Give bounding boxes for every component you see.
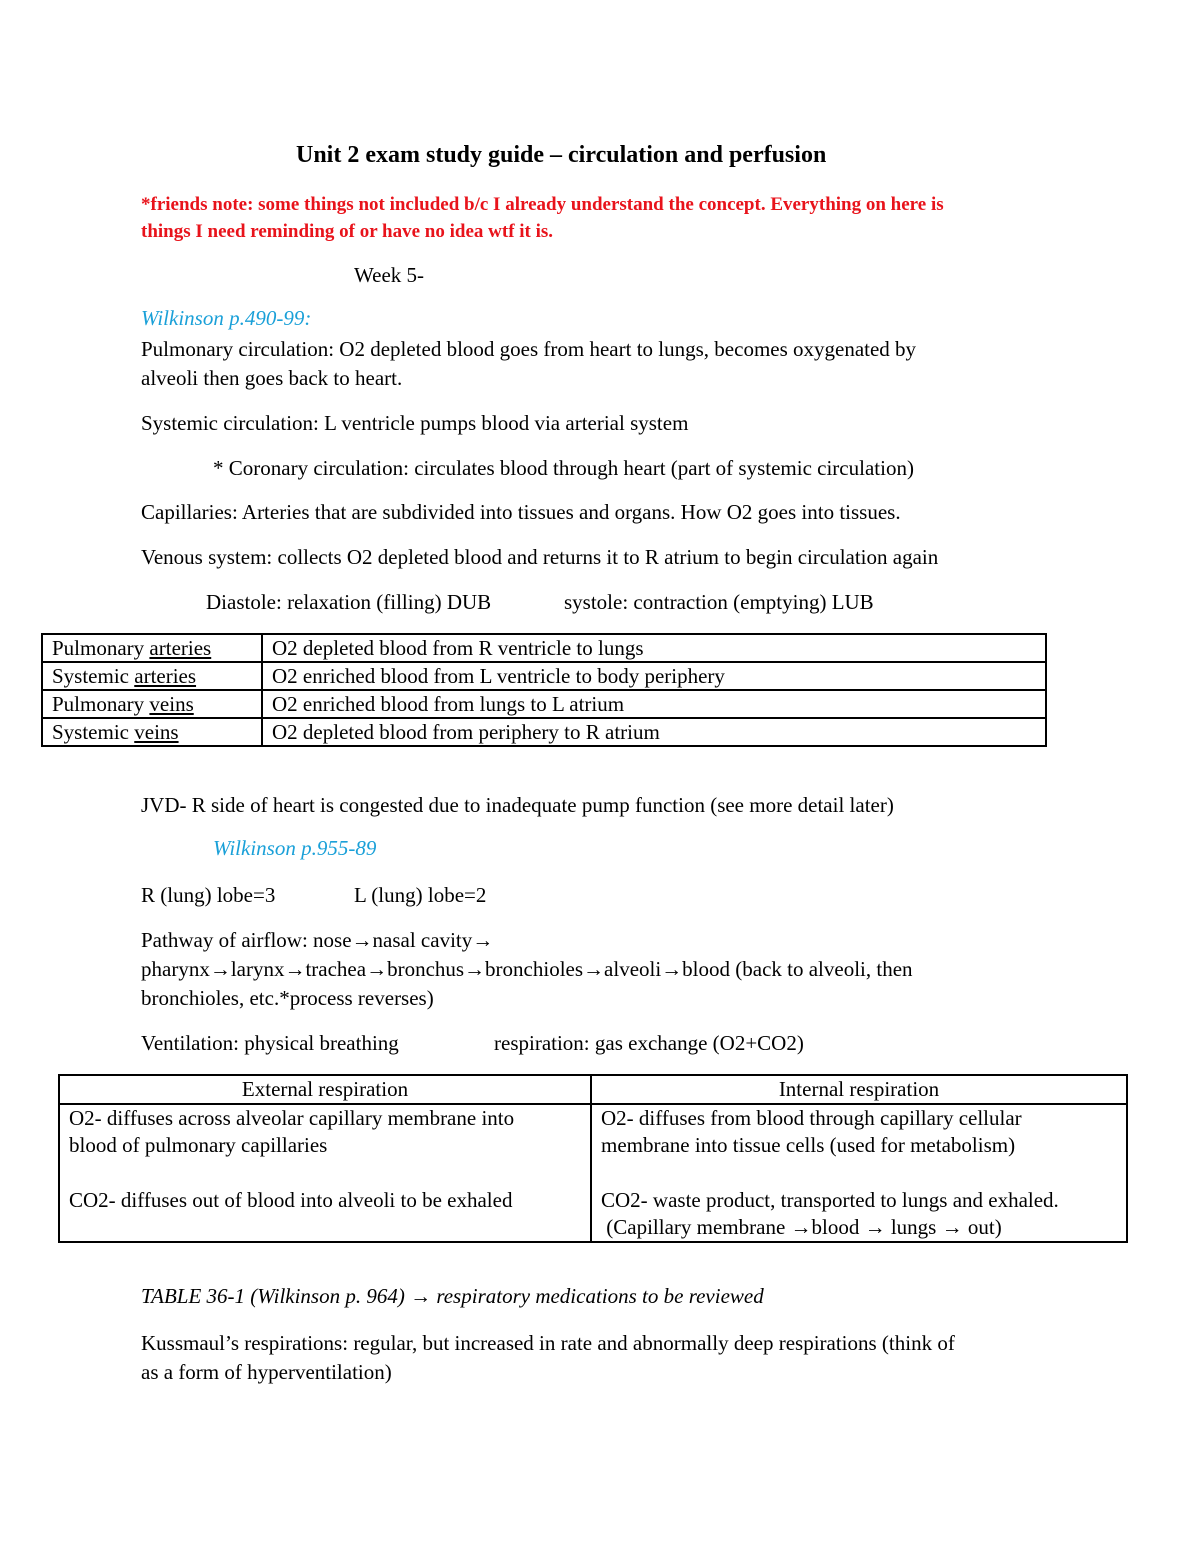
blood-vessels-table [41,633,1047,747]
spacer [601,1159,1117,1187]
vessel-name-cell [42,718,262,746]
table-36-1-reference: TABLE 36-1 (Wilkinson p. 964) → respiratory medications to be reviewed [141,1284,764,1308]
friends-note-line-2: things I need reminding of or have no idea wtf it is. [141,221,554,242]
vessel-name-cell [42,690,262,718]
table-row [59,1104,1127,1242]
wilkinson-reference-2: Wilkinson p.955-89 [213,836,377,860]
pulmonary-circulation-line-1: Pulmonary circulation: O2 depleted blood goes from heart to lungs, becomes oxygenated by [141,337,917,361]
vessel-description-cell: O2 enriched blood from L ventricle to body periphery [262,662,1046,690]
ext-o2-line-1: O2- diffuses across alveolar capillary membrane into [69,1106,515,1130]
spacer [69,1159,581,1187]
airflow-pathway-line-1: Pathway of airflow: nose→nasal cavity→ [141,928,494,952]
ext-co2-line: CO2- diffuses out of blood into alveoli to be exhaled [69,1188,513,1212]
vessel-type: arteries [134,664,197,688]
int-co2-line-1: CO2- waste product, transported to lungs and exhaled. [601,1188,1059,1212]
respiration-table [58,1074,1128,1243]
ext-o2-line-2: blood of pulmonary capillaries [69,1133,328,1157]
right-lung-lobes: R (lung) lobe=3 [141,883,276,907]
respiration-definition: respiration: gas exchange (O2+CO2) [494,1031,804,1055]
table-row [42,690,1046,718]
vessel-description-cell: O2 depleted blood from periphery to R atrium [262,718,1046,746]
week-heading: Week 5- [354,263,425,287]
vessel-name-cell [42,662,262,690]
int-o2-line-1: O2- diffuses from blood through capillary cellular [601,1106,1022,1130]
vessel-type: arteries [149,636,212,660]
wilkinson-reference-1: Wilkinson p.490-99: [141,306,312,330]
table-row [42,718,1046,746]
capillaries-definition: Capillaries: Arteries that are subdivided into tissues and organs. How O2 goes into tissues. [141,500,901,524]
vessel-prefix: Systemic [52,720,135,744]
airflow-pathway-line-3: bronchioles, etc.*process reverses) [141,986,434,1010]
kussmaul-line-1: Kussmaul’s respirations: regular, but increased in rate and abnormally deep respirations (think of [141,1331,955,1355]
friends-note-line-1: *friends note: some things not included b/c I already understand the concept. Everything on here is [141,194,944,215]
document-title: Unit 2 exam study guide – circulation and perfusion [296,142,827,168]
int-o2-line-2: membrane into tissue cells (used for metabolism) [601,1133,1016,1157]
systemic-circulation: Systemic circulation: L ventricle pumps blood via arterial system [141,411,689,435]
vessel-description-cell: O2 enriched blood from lungs to L atrium [262,690,1046,718]
coronary-circulation: * Coronary circulation: circulates blood through heart (part of systemic circulation) [213,456,914,480]
external-respiration-header: External respiration [59,1075,591,1104]
table-header-row [59,1075,1127,1104]
jvd-definition: JVD- R side of heart is congested due to inadequate pump function (see more detail later) [141,793,894,817]
left-lung-lobes: L (lung) lobe=2 [354,883,487,907]
vessel-type: veins [134,720,179,744]
table-row [42,634,1046,662]
pulmonary-circulation-line-2: alveoli then goes back to heart. [141,366,403,390]
internal-respiration-header: Internal respiration [591,1075,1127,1104]
vessel-type: veins [149,692,194,716]
vessel-prefix: Systemic [52,664,135,688]
diastole-definition: Diastole: relaxation (filling) DUB [206,590,492,614]
vessel-name-cell [42,634,262,662]
vessel-prefix: Pulmonary [52,692,150,716]
venous-system-definition: Venous system: collects O2 depleted blood and returns it to R atrium to begin circulation again [141,545,939,569]
vessel-prefix: Pulmonary [52,636,150,660]
internal-respiration-cell [591,1104,1127,1242]
kussmaul-line-2: as a form of hyperventilation) [141,1360,392,1384]
int-co2-line-2: (Capillary membrane →blood → lungs → out) [601,1215,1002,1239]
systole-definition: systole: contraction (emptying) LUB [564,590,874,614]
table-row [42,662,1046,690]
ventilation-definition: Ventilation: physical breathing [141,1031,399,1055]
airflow-pathway-line-2: pharynx→larynx→trachea→bronchus→bronchioles→alveoli→blood (back to alveoli, then [141,957,913,981]
vessel-description-cell: O2 depleted blood from R ventricle to lungs [262,634,1046,662]
external-respiration-cell [59,1104,591,1242]
